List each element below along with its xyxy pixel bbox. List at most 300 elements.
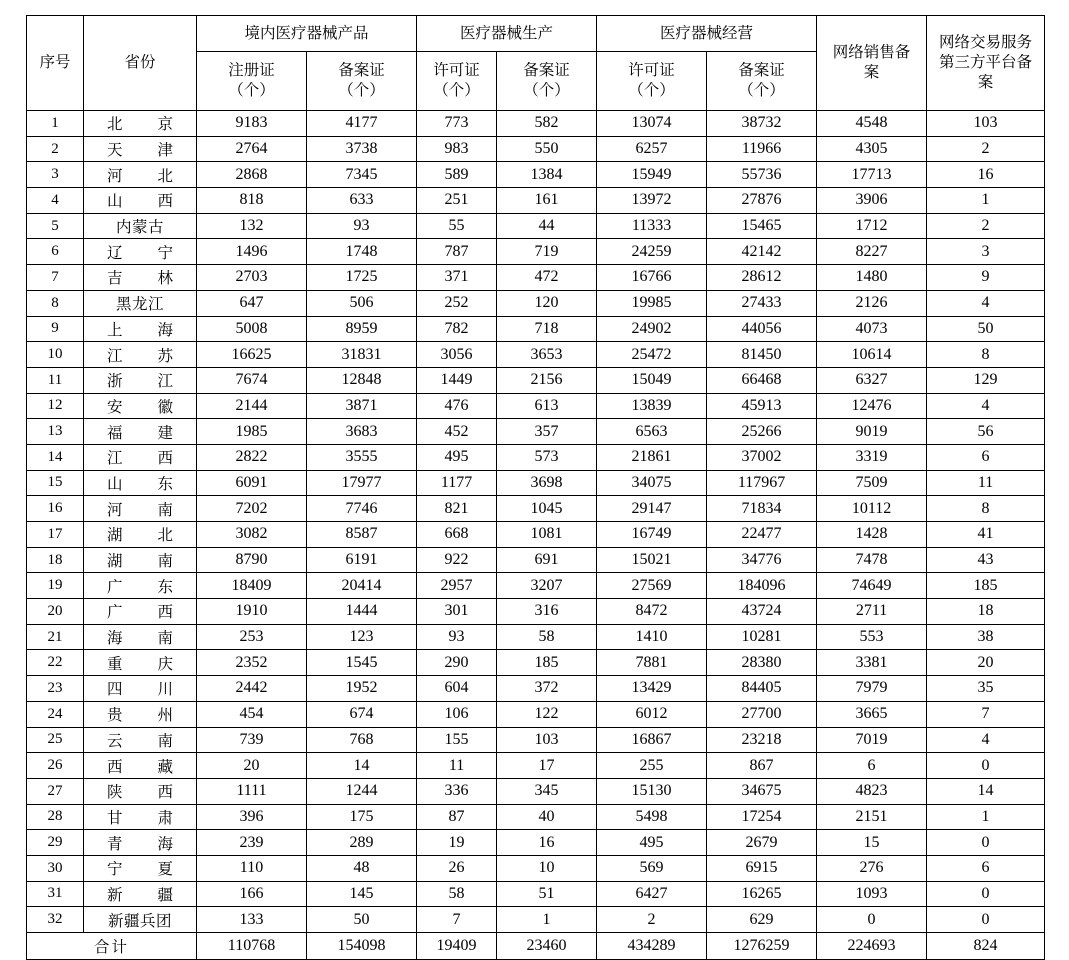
cell-distribution-filing-cert: 17254 xyxy=(707,804,817,830)
cell-registration-cert: 253 xyxy=(197,624,307,650)
cell-manufacturing-license: 301 xyxy=(417,599,497,625)
cell-manufacturing-license: 604 xyxy=(417,676,497,702)
cell-online-sales-filing: 4305 xyxy=(817,136,927,162)
cell-manufacturing-license: 3056 xyxy=(417,342,497,368)
cell-manufacturing-license: 290 xyxy=(417,650,497,676)
header-sub-registration-cert-unit: （个） xyxy=(228,81,275,99)
cell-manufacturing-license: 589 xyxy=(417,162,497,188)
table-row xyxy=(27,599,1045,625)
cell-online-sales-filing: 3319 xyxy=(817,444,927,470)
row-index: 18 xyxy=(27,547,84,573)
cell-online-sales-filing: 4073 xyxy=(817,316,927,342)
cell-distribution-license: 495 xyxy=(597,830,707,856)
total-distribution-license: 434289 xyxy=(597,933,707,960)
cell-product-filing-cert: 12848 xyxy=(307,367,417,393)
row-index: 22 xyxy=(27,650,84,676)
table-row xyxy=(27,676,1045,702)
row-province xyxy=(84,881,197,907)
header-group-manufacturing: 医疗器械生产 xyxy=(417,16,597,52)
cell-distribution-filing-cert: 11966 xyxy=(707,136,817,162)
row-index: 31 xyxy=(27,881,84,907)
row-province xyxy=(84,701,197,727)
cell-registration-cert: 1496 xyxy=(197,239,307,265)
cell-product-filing-cert: 1952 xyxy=(307,676,417,702)
row-index: 28 xyxy=(27,804,84,830)
province-name: 辽宁 xyxy=(107,243,173,262)
row-province xyxy=(84,111,197,137)
cell-third-party-platform-filing: 14 xyxy=(927,778,1045,804)
header-sub-filing-cert-distribution-label: 备案证 xyxy=(738,61,785,80)
cell-distribution-filing-cert: 6915 xyxy=(707,855,817,881)
cell-manufacturing-license: 7 xyxy=(417,907,497,933)
total-third-party-platform-filing: 824 xyxy=(927,933,1045,960)
cell-online-sales-filing: 3665 xyxy=(817,701,927,727)
cell-distribution-filing-cert: 25266 xyxy=(707,419,817,445)
cell-distribution-filing-cert: 10281 xyxy=(707,624,817,650)
cell-product-filing-cert: 48 xyxy=(307,855,417,881)
table-row xyxy=(27,547,1045,573)
cell-manufacturing-license: 476 xyxy=(417,393,497,419)
province-name: 宁夏 xyxy=(107,860,173,879)
province-name: 云南 xyxy=(107,731,173,750)
cell-product-filing-cert: 3555 xyxy=(307,444,417,470)
row-province xyxy=(84,522,197,548)
cell-product-filing-cert: 6191 xyxy=(307,547,417,573)
cell-product-filing-cert: 289 xyxy=(307,830,417,856)
cell-online-sales-filing: 8227 xyxy=(817,239,927,265)
cell-online-sales-filing: 7979 xyxy=(817,676,927,702)
row-index: 5 xyxy=(27,213,84,239)
cell-manufacturing-filing-cert: 44 xyxy=(497,213,597,239)
table-row xyxy=(27,624,1045,650)
cell-distribution-filing-cert: 45913 xyxy=(707,393,817,419)
province-name: 内蒙古 xyxy=(115,218,164,237)
cell-manufacturing-filing-cert: 1081 xyxy=(497,522,597,548)
row-province xyxy=(84,470,197,496)
cell-manufacturing-filing-cert: 573 xyxy=(497,444,597,470)
province-name: 福建 xyxy=(107,423,173,442)
cell-product-filing-cert: 1444 xyxy=(307,599,417,625)
cell-online-sales-filing: 17713 xyxy=(817,162,927,188)
cell-distribution-filing-cert: 117967 xyxy=(707,470,817,496)
cell-distribution-license: 13429 xyxy=(597,676,707,702)
row-index: 29 xyxy=(27,830,84,856)
row-index: 2 xyxy=(27,136,84,162)
cell-registration-cert: 1985 xyxy=(197,419,307,445)
table-row xyxy=(27,367,1045,393)
province-name: 甘肃 xyxy=(107,808,173,827)
cell-manufacturing-license: 55 xyxy=(417,213,497,239)
cell-third-party-platform-filing: 1 xyxy=(927,188,1045,214)
header-sub-license-manufacturing-unit: （个） xyxy=(433,81,480,99)
row-province xyxy=(84,393,197,419)
row-index: 9 xyxy=(27,316,84,342)
header-third-party-platform-line3: 案 xyxy=(977,72,994,91)
row-province xyxy=(84,676,197,702)
cell-online-sales-filing: 15 xyxy=(817,830,927,856)
table-row xyxy=(27,650,1045,676)
cell-product-filing-cert: 145 xyxy=(307,881,417,907)
cell-manufacturing-license: 983 xyxy=(417,136,497,162)
table-row xyxy=(27,444,1045,470)
cell-manufacturing-filing-cert: 51 xyxy=(497,881,597,907)
cell-distribution-filing-cert: 34675 xyxy=(707,778,817,804)
cell-product-filing-cert: 674 xyxy=(307,701,417,727)
cell-registration-cert: 166 xyxy=(197,881,307,907)
cell-online-sales-filing: 1712 xyxy=(817,213,927,239)
total-online-sales-filing: 224693 xyxy=(817,933,927,960)
cell-registration-cert: 5008 xyxy=(197,316,307,342)
row-province xyxy=(84,239,197,265)
header-group-distribution: 医疗器械经营 xyxy=(597,16,817,52)
cell-third-party-platform-filing: 8 xyxy=(927,496,1045,522)
row-index: 21 xyxy=(27,624,84,650)
header-sub-license-manufacturing-label: 许可证 xyxy=(433,61,480,80)
cell-manufacturing-filing-cert: 58 xyxy=(497,624,597,650)
header-index: 序号 xyxy=(27,16,84,111)
table-row xyxy=(27,265,1045,291)
cell-product-filing-cert: 31831 xyxy=(307,342,417,368)
header-third-party-platform-line2: 第三方平台备 xyxy=(939,53,1033,72)
cell-product-filing-cert: 93 xyxy=(307,213,417,239)
province-name: 海南 xyxy=(107,629,173,648)
cell-online-sales-filing: 7509 xyxy=(817,470,927,496)
province-name: 湖北 xyxy=(107,526,173,545)
table-row xyxy=(27,419,1045,445)
row-index: 1 xyxy=(27,111,84,137)
cell-third-party-platform-filing: 9 xyxy=(927,265,1045,291)
cell-manufacturing-filing-cert: 472 xyxy=(497,265,597,291)
cell-product-filing-cert: 506 xyxy=(307,290,417,316)
row-index: 24 xyxy=(27,701,84,727)
cell-distribution-filing-cert: 28612 xyxy=(707,265,817,291)
cell-online-sales-filing: 1093 xyxy=(817,881,927,907)
province-name: 河北 xyxy=(107,166,173,185)
province-name: 上海 xyxy=(107,320,173,339)
cell-distribution-license: 255 xyxy=(597,753,707,779)
table-row xyxy=(27,522,1045,548)
cell-online-sales-filing: 1480 xyxy=(817,265,927,291)
row-province xyxy=(84,547,197,573)
cell-manufacturing-license: 1449 xyxy=(417,367,497,393)
cell-third-party-platform-filing: 185 xyxy=(927,573,1045,599)
cell-manufacturing-filing-cert: 185 xyxy=(497,650,597,676)
cell-distribution-filing-cert: 42142 xyxy=(707,239,817,265)
province-name: 江苏 xyxy=(107,346,173,365)
table-row xyxy=(27,290,1045,316)
province-name: 贵州 xyxy=(107,706,173,725)
cell-distribution-license: 15049 xyxy=(597,367,707,393)
cell-third-party-platform-filing: 35 xyxy=(927,676,1045,702)
cell-product-filing-cert: 8587 xyxy=(307,522,417,548)
cell-distribution-license: 6257 xyxy=(597,136,707,162)
cell-product-filing-cert: 7746 xyxy=(307,496,417,522)
cell-distribution-license: 16766 xyxy=(597,265,707,291)
cell-distribution-license: 7881 xyxy=(597,650,707,676)
cell-manufacturing-filing-cert: 582 xyxy=(497,111,597,137)
row-index: 26 xyxy=(27,753,84,779)
cell-manufacturing-license: 495 xyxy=(417,444,497,470)
table-row xyxy=(27,727,1045,753)
cell-distribution-license: 27569 xyxy=(597,573,707,599)
cell-registration-cert: 9183 xyxy=(197,111,307,137)
row-province xyxy=(84,136,197,162)
province-name: 黑龙江 xyxy=(115,295,164,314)
header-sub-filing-cert-manufacturing-label: 备案证 xyxy=(523,61,570,80)
cell-distribution-filing-cert: 27876 xyxy=(707,188,817,214)
row-index: 19 xyxy=(27,573,84,599)
total-manufacturing-license: 19409 xyxy=(417,933,497,960)
cell-online-sales-filing: 2126 xyxy=(817,290,927,316)
cell-online-sales-filing: 2711 xyxy=(817,599,927,625)
cell-distribution-license: 21861 xyxy=(597,444,707,470)
cell-third-party-platform-filing: 18 xyxy=(927,599,1045,625)
cell-registration-cert: 16625 xyxy=(197,342,307,368)
header-sub-registration-cert-label: 注册证 xyxy=(228,61,275,80)
cell-registration-cert: 1910 xyxy=(197,599,307,625)
cell-manufacturing-filing-cert: 10 xyxy=(497,855,597,881)
cell-third-party-platform-filing: 0 xyxy=(927,881,1045,907)
province-name: 安徽 xyxy=(107,397,173,416)
header-province: 省份 xyxy=(84,16,197,111)
cell-online-sales-filing: 7478 xyxy=(817,547,927,573)
cell-registration-cert: 2144 xyxy=(197,393,307,419)
cell-manufacturing-filing-cert: 316 xyxy=(497,599,597,625)
province-name: 广东 xyxy=(107,577,173,596)
header-row-top xyxy=(27,16,1045,52)
cell-registration-cert: 818 xyxy=(197,188,307,214)
cell-registration-cert: 7202 xyxy=(197,496,307,522)
row-province xyxy=(84,265,197,291)
cell-third-party-platform-filing: 0 xyxy=(927,753,1045,779)
cell-registration-cert: 20 xyxy=(197,753,307,779)
row-province xyxy=(84,342,197,368)
cell-manufacturing-license: 1177 xyxy=(417,470,497,496)
header-sub-filing-cert-distribution xyxy=(707,52,817,111)
cell-third-party-platform-filing: 3 xyxy=(927,239,1045,265)
cell-product-filing-cert: 4177 xyxy=(307,111,417,137)
row-province xyxy=(84,162,197,188)
cell-product-filing-cert: 17977 xyxy=(307,470,417,496)
cell-distribution-filing-cert: 27700 xyxy=(707,701,817,727)
row-index: 10 xyxy=(27,342,84,368)
cell-distribution-license: 16867 xyxy=(597,727,707,753)
cell-product-filing-cert: 7345 xyxy=(307,162,417,188)
cell-third-party-platform-filing: 43 xyxy=(927,547,1045,573)
table-row xyxy=(27,393,1045,419)
cell-manufacturing-filing-cert: 103 xyxy=(497,727,597,753)
cell-manufacturing-filing-cert: 1384 xyxy=(497,162,597,188)
cell-manufacturing-filing-cert: 2156 xyxy=(497,367,597,393)
cell-registration-cert: 396 xyxy=(197,804,307,830)
table-row xyxy=(27,162,1045,188)
header-sub-license-manufacturing xyxy=(417,52,497,111)
cell-manufacturing-filing-cert: 3653 xyxy=(497,342,597,368)
cell-product-filing-cert: 50 xyxy=(307,907,417,933)
cell-product-filing-cert: 768 xyxy=(307,727,417,753)
cell-third-party-platform-filing: 20 xyxy=(927,650,1045,676)
cell-product-filing-cert: 3871 xyxy=(307,393,417,419)
cell-distribution-license: 569 xyxy=(597,855,707,881)
cell-manufacturing-license: 922 xyxy=(417,547,497,573)
cell-registration-cert: 8790 xyxy=(197,547,307,573)
row-index: 32 xyxy=(27,907,84,933)
total-distribution-filing-cert: 1276259 xyxy=(707,933,817,960)
cell-third-party-platform-filing: 4 xyxy=(927,290,1045,316)
province-name: 青海 xyxy=(107,834,173,853)
table-row xyxy=(27,470,1045,496)
cell-manufacturing-license: 252 xyxy=(417,290,497,316)
cell-distribution-filing-cert: 84405 xyxy=(707,676,817,702)
table-row xyxy=(27,778,1045,804)
cell-distribution-filing-cert: 55736 xyxy=(707,162,817,188)
cell-manufacturing-license: 155 xyxy=(417,727,497,753)
cell-manufacturing-license: 452 xyxy=(417,419,497,445)
cell-product-filing-cert: 1748 xyxy=(307,239,417,265)
cell-distribution-filing-cert: 22477 xyxy=(707,522,817,548)
cell-distribution-filing-cert: 15465 xyxy=(707,213,817,239)
cell-registration-cert: 7674 xyxy=(197,367,307,393)
row-province xyxy=(84,213,197,239)
row-province xyxy=(84,599,197,625)
table-row xyxy=(27,753,1045,779)
cell-manufacturing-filing-cert: 3698 xyxy=(497,470,597,496)
row-index: 7 xyxy=(27,265,84,291)
cell-distribution-filing-cert: 81450 xyxy=(707,342,817,368)
total-registration-cert: 110768 xyxy=(197,933,307,960)
header-online-sales-filing-line1: 网络销售备 xyxy=(832,43,911,62)
cell-online-sales-filing: 9019 xyxy=(817,419,927,445)
table-row xyxy=(27,804,1045,830)
table-row xyxy=(27,496,1045,522)
cell-manufacturing-filing-cert: 719 xyxy=(497,239,597,265)
cell-online-sales-filing: 553 xyxy=(817,624,927,650)
cell-registration-cert: 2764 xyxy=(197,136,307,162)
row-index: 15 xyxy=(27,470,84,496)
cell-product-filing-cert: 3683 xyxy=(307,419,417,445)
cell-distribution-license: 5498 xyxy=(597,804,707,830)
cell-product-filing-cert: 1244 xyxy=(307,778,417,804)
row-index: 12 xyxy=(27,393,84,419)
row-index: 14 xyxy=(27,444,84,470)
cell-distribution-license: 16749 xyxy=(597,522,707,548)
table-row xyxy=(27,881,1045,907)
cell-manufacturing-filing-cert: 372 xyxy=(497,676,597,702)
row-index: 11 xyxy=(27,367,84,393)
cell-online-sales-filing: 7019 xyxy=(817,727,927,753)
header-sub-filing-cert-manufacturing-unit: （个） xyxy=(523,81,570,99)
cell-manufacturing-filing-cert: 613 xyxy=(497,393,597,419)
header-sub-filing-cert-products-label: 备案证 xyxy=(338,61,385,80)
cell-registration-cert: 1111 xyxy=(197,778,307,804)
cell-registration-cert: 2868 xyxy=(197,162,307,188)
cell-manufacturing-license: 93 xyxy=(417,624,497,650)
cell-distribution-license: 29147 xyxy=(597,496,707,522)
cell-manufacturing-filing-cert: 345 xyxy=(497,778,597,804)
cell-registration-cert: 739 xyxy=(197,727,307,753)
cell-manufacturing-filing-cert: 120 xyxy=(497,290,597,316)
row-province xyxy=(84,573,197,599)
cell-distribution-license: 24259 xyxy=(597,239,707,265)
cell-online-sales-filing: 6327 xyxy=(817,367,927,393)
row-province xyxy=(84,496,197,522)
header-sub-license-distribution xyxy=(597,52,707,111)
cell-third-party-platform-filing: 56 xyxy=(927,419,1045,445)
row-index: 3 xyxy=(27,162,84,188)
table-row xyxy=(27,239,1045,265)
cell-manufacturing-filing-cert: 3207 xyxy=(497,573,597,599)
cell-distribution-filing-cert: 16265 xyxy=(707,881,817,907)
cell-distribution-license: 15130 xyxy=(597,778,707,804)
cell-manufacturing-filing-cert: 122 xyxy=(497,701,597,727)
cell-online-sales-filing: 12476 xyxy=(817,393,927,419)
cell-manufacturing-license: 19 xyxy=(417,830,497,856)
cell-registration-cert: 133 xyxy=(197,907,307,933)
cell-distribution-filing-cert: 23218 xyxy=(707,727,817,753)
table-row xyxy=(27,907,1045,933)
cell-registration-cert: 110 xyxy=(197,855,307,881)
cell-online-sales-filing: 4823 xyxy=(817,778,927,804)
table-row xyxy=(27,573,1045,599)
cell-registration-cert: 454 xyxy=(197,701,307,727)
cell-manufacturing-license: 106 xyxy=(417,701,497,727)
province-name: 新疆 xyxy=(107,885,173,904)
province-name: 北京 xyxy=(107,115,173,134)
cell-product-filing-cert: 1725 xyxy=(307,265,417,291)
cell-distribution-license: 19985 xyxy=(597,290,707,316)
row-province xyxy=(84,855,197,881)
cell-product-filing-cert: 633 xyxy=(307,188,417,214)
cell-third-party-platform-filing: 4 xyxy=(927,393,1045,419)
row-index: 6 xyxy=(27,239,84,265)
cell-third-party-platform-filing: 4 xyxy=(927,727,1045,753)
cell-distribution-filing-cert: 38732 xyxy=(707,111,817,137)
cell-registration-cert: 2352 xyxy=(197,650,307,676)
province-name: 吉林 xyxy=(107,269,173,288)
cell-registration-cert: 2822 xyxy=(197,444,307,470)
table-row xyxy=(27,111,1045,137)
cell-registration-cert: 3082 xyxy=(197,522,307,548)
cell-online-sales-filing: 276 xyxy=(817,855,927,881)
row-province xyxy=(84,830,197,856)
cell-online-sales-filing: 2151 xyxy=(817,804,927,830)
header-sub-registration-cert xyxy=(197,52,307,111)
cell-third-party-platform-filing: 0 xyxy=(927,830,1045,856)
table-row xyxy=(27,316,1045,342)
cell-manufacturing-license: 371 xyxy=(417,265,497,291)
cell-distribution-filing-cert: 37002 xyxy=(707,444,817,470)
cell-product-filing-cert: 20414 xyxy=(307,573,417,599)
row-index: 23 xyxy=(27,676,84,702)
cell-manufacturing-filing-cert: 17 xyxy=(497,753,597,779)
cell-online-sales-filing: 1428 xyxy=(817,522,927,548)
cell-manufacturing-filing-cert: 550 xyxy=(497,136,597,162)
table-row xyxy=(27,701,1045,727)
cell-manufacturing-filing-cert: 718 xyxy=(497,316,597,342)
cell-distribution-license: 13839 xyxy=(597,393,707,419)
cell-manufacturing-filing-cert: 16 xyxy=(497,830,597,856)
province-name: 山东 xyxy=(107,474,173,493)
cell-distribution-license: 24902 xyxy=(597,316,707,342)
cell-distribution-filing-cert: 34776 xyxy=(707,547,817,573)
province-name: 湖南 xyxy=(107,552,173,571)
table-row xyxy=(27,188,1045,214)
cell-third-party-platform-filing: 2 xyxy=(927,136,1045,162)
cell-manufacturing-license: 668 xyxy=(417,522,497,548)
total-product-filing-cert: 154098 xyxy=(307,933,417,960)
header-sub-license-distribution-unit: （个） xyxy=(628,81,675,99)
header-sub-filing-cert-distribution-unit: （个） xyxy=(738,81,785,99)
